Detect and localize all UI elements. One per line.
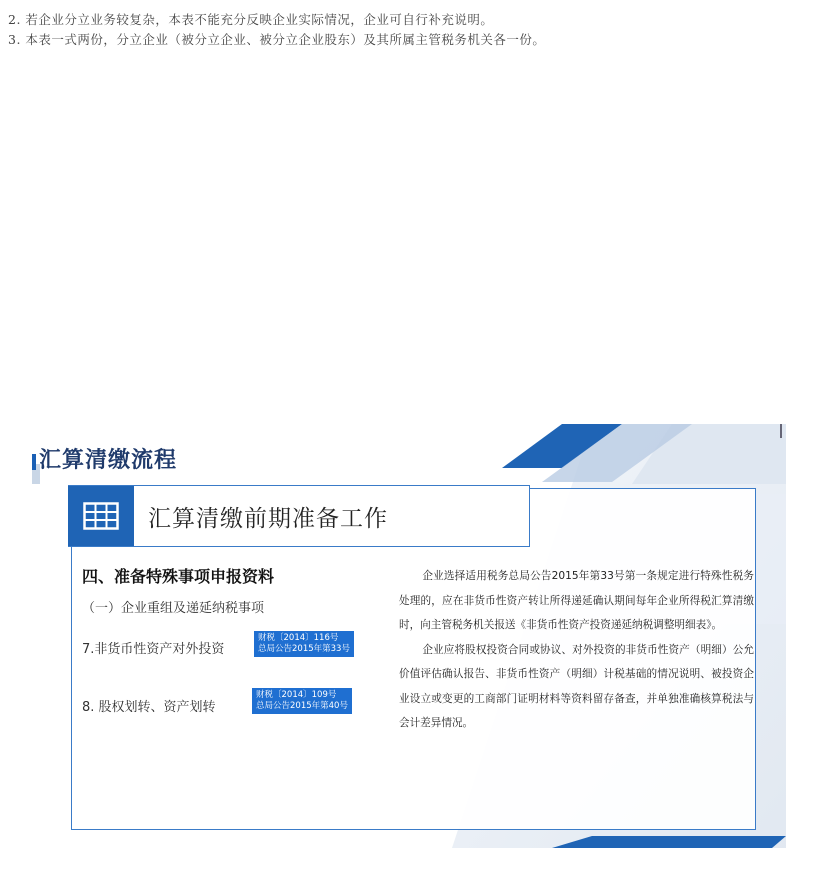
document-notes	[8, 10, 808, 50]
policy-tag-line: 财税〔2014〕116号	[258, 633, 339, 643]
policy-tag	[254, 631, 354, 657]
list-item: 8. 股权划转、资产划转	[82, 700, 216, 715]
slide-title-text: 汇算清缴流程	[39, 447, 178, 473]
section-header	[68, 485, 530, 547]
list-item: 7.非货币性资产对外投资	[82, 642, 225, 657]
policy-tag	[252, 688, 352, 714]
section-subheading: （一）企业重组及递延纳税事项	[82, 601, 265, 616]
paragraph: 企业应将股权投资合同或协议、对外投资的非货币性资产（明细）公允价值评估确认报告、非货币性资产（明细）计税基础的情况说明、被投资企业设立或变更的工商部门证明材料等资料留存备查，并单独准确核算税法与会计差异情况。	[399, 643, 754, 729]
policy-tag-line: 财税〔2014〕109号	[256, 690, 337, 700]
note-line-2: 2. 若企业分立业务较复杂，本表不能充分反映企业实际情况，企业可自行补充说明。	[8, 12, 494, 27]
note-line-3: 3. 本表一式两份，分立企业（被分立企业、被分立企业股东）及其所属主管税务机关各一份。	[8, 32, 546, 47]
slide-image	[32, 424, 786, 848]
paragraph: 企业选择适用税务总局公告2015年第33号第一条规定进行特殊性税务处理的，应在非货币性资产转让所得递延确认期间每年企业所得税汇算清缴时，向主管税务机关报送《非货币性资产投资递延纳税调整明细表》。	[399, 570, 754, 631]
table-grid-icon	[68, 486, 134, 546]
section-header-text: 汇算清缴前期准备工作	[148, 505, 388, 532]
slide-title	[32, 442, 177, 474]
title-accent-bar	[32, 454, 36, 470]
explanation-text	[399, 564, 754, 736]
section-heading: 四、准备特殊事项申报资料	[82, 567, 275, 586]
policy-tag-line: 总局公告2015年第33号	[258, 644, 350, 654]
policy-tag-line: 总局公告2015年第40号	[256, 701, 348, 711]
